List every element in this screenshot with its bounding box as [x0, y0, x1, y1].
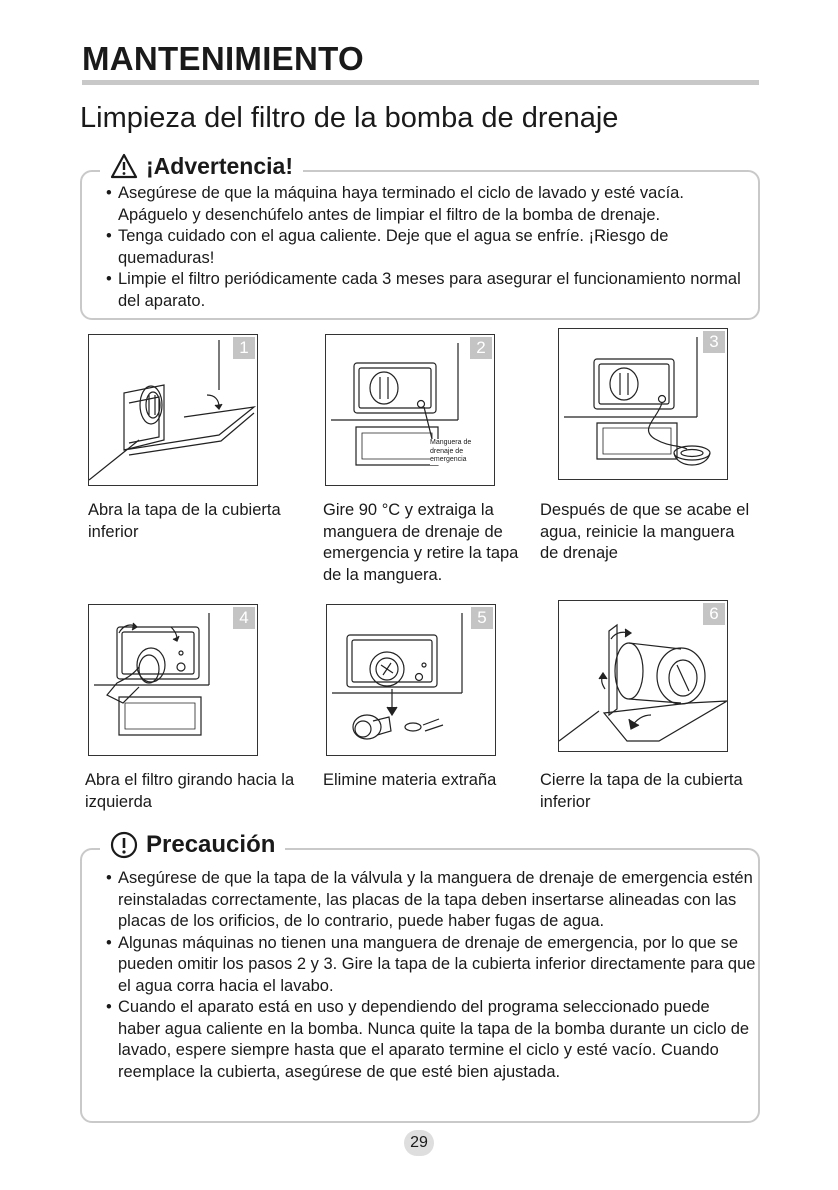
step-3-illustration	[558, 328, 728, 480]
list-item: • Asegúrese de que la máquina haya terminado el ciclo de lavado y esté vacía. Apáguelo y desenchúfelo antes de limpiar el filtro de la bomba de drenaje.	[106, 183, 756, 226]
step-number: 5	[471, 607, 493, 629]
list-item: • Asegúrese de que la tapa de la válvula y la manguera de drenaje de emergencia estén reinstaladas correctamente, las placas de la tapa deben insertarse alineadas con las placas de los orificios, de lo contrario, puede haber fugas de agua.	[106, 868, 756, 933]
step-number: 1	[233, 337, 255, 359]
step-5-illustration	[326, 604, 496, 756]
step-2-illustration	[325, 334, 495, 486]
list-item: • Algunas máquinas no tienen una manguera de drenaje de emergencia, por lo que se pueden omitir los pasos 2 y 3. Gire la tapa de la cubierta inferior directamente para que el agua corra hacia el lavabo.	[106, 933, 756, 998]
step-4-caption: Abra el filtro girando hacia la izquierda	[85, 771, 295, 811]
list-item: • Limpie el filtro periódicamente cada 3 meses para asegurar el funcionamiento normal del aparato.	[106, 269, 756, 312]
warning-list	[106, 183, 756, 312]
step-5-caption: Elimine materia extraña	[323, 771, 497, 789]
step-number: 4	[233, 607, 255, 629]
warning-title: ¡Advertencia!	[146, 152, 293, 179]
warning-heading	[100, 148, 303, 184]
title-divider	[82, 80, 759, 85]
list-item: • Tenga cuidado con el agua caliente. Deje que el agua se enfríe. ¡Riesgo de quemaduras!	[106, 226, 756, 269]
caution-title: Precaución	[146, 831, 276, 858]
step-4-illustration	[88, 604, 258, 756]
step-number: 6	[703, 603, 725, 625]
warning-triangle-icon	[110, 153, 138, 179]
step-1-caption: Abra la tapa de la cubierta inferior	[88, 501, 281, 541]
step-3-caption: Después de que se acabe el agua, reinicie la manguera de drenaje	[540, 501, 750, 562]
caution-heading	[100, 826, 285, 864]
caution-list	[106, 868, 756, 1083]
page-title: MANTENIMIENTO	[82, 40, 364, 77]
step-number: 2	[470, 337, 492, 359]
step-number: 3	[703, 331, 725, 353]
section-title: Limpieza del filtro de la bomba de drenaje	[80, 102, 619, 134]
exclamation-circle-icon	[110, 831, 138, 859]
step-6-caption: Cierre la tapa de la cubierta inferior	[540, 771, 743, 811]
list-item: • Cuando el aparato está en uso y dependiendo del programa seleccionado puede haber agua caliente en la bomba. Nunca quite la tapa de la bomba durante un ciclo de lavado, espere siempre hasta que el aparato termine el ciclo y esté vacío. Cuando reemplace la cubierta, asegúrese de que esté bien ajustada.	[106, 997, 756, 1083]
step-1-illustration	[88, 334, 258, 486]
hose-callout-label: Manguera de drenaje de emergencia	[430, 439, 488, 465]
step-6-illustration	[558, 600, 728, 752]
page-number: 29	[404, 1130, 434, 1156]
step-2-caption: Gire 90 °C y extraiga la manguera de drenaje de emergencia y retire la tapa de la manguera.	[323, 501, 519, 584]
